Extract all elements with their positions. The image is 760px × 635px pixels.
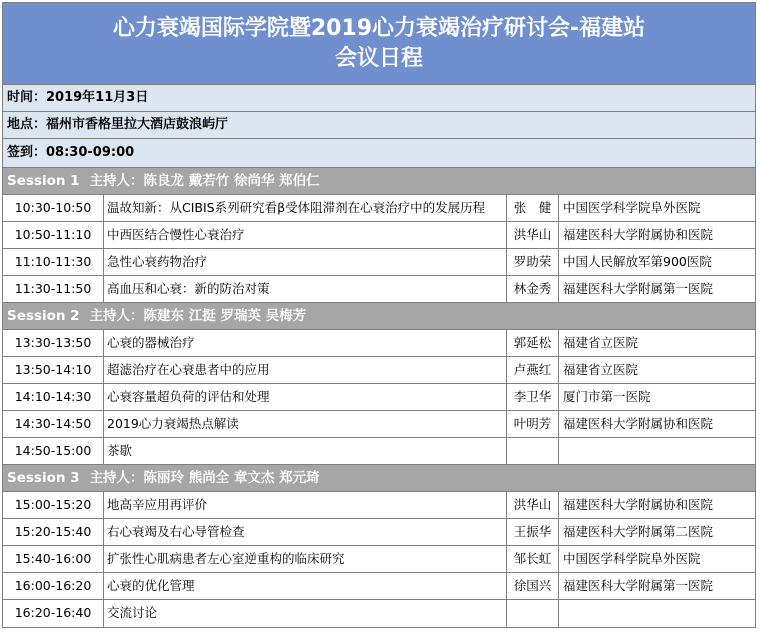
time-cell: 14:50-15:00 (3, 438, 104, 464)
table-row (3, 357, 755, 384)
session-hosts: 主持人：陈丽玲 熊尚全 章文杰 郑元琦 (89, 470, 320, 486)
table-row (3, 600, 755, 627)
table-row (3, 519, 755, 546)
time-cell: 15:40-16:00 (3, 546, 104, 572)
topic-cell: 扩张性心肌病患者左心室逆重构的临床研究 (104, 546, 507, 572)
organization-cell: 福建省立医院 (563, 335, 639, 350)
time-cell: 10:50-11:10 (3, 222, 104, 248)
table-row (3, 195, 755, 222)
speaker-cell: 郭延松 (507, 330, 559, 356)
speaker-cell (507, 600, 559, 627)
topic-cell: 心衰的优化管理 (104, 573, 507, 599)
session-hosts: 主持人：陈良龙 戴若竹 徐尚华 郑伯仁 (89, 173, 320, 189)
time-cell: 10:30-10:50 (3, 195, 104, 221)
session-header (3, 168, 755, 195)
info-checkin: 签到：08:30-09:00 (3, 139, 755, 168)
table-row (3, 573, 755, 600)
speaker-cell: 叶明芳 (507, 411, 559, 437)
organization-cell: 福建医科大学附属协和医院 (563, 416, 714, 431)
organization-cell: 福建医科大学附属第一医院 (563, 578, 714, 593)
organization-cell: 福建医科大学附属第一医院 (563, 281, 714, 296)
topic-cell: 心衰容量超负荷的评估和处理 (104, 384, 507, 410)
session-label: Session 1 (7, 173, 80, 189)
speaker-cell: 罗助荣 (507, 249, 559, 275)
topic-cell: 2019心力衰竭热点解读 (104, 411, 507, 437)
session-header (3, 465, 755, 492)
table-row (3, 384, 755, 411)
session-label: Session 2 (7, 308, 80, 324)
organization-cell: 福建医科大学附属协和医院 (563, 227, 714, 242)
table-row (3, 249, 755, 276)
page-title (3, 3, 755, 85)
organization-cell: 中国医学科学院阜外医院 (563, 200, 701, 215)
time-cell: 15:20-15:40 (3, 519, 104, 545)
speaker-cell: 邹长虹 (507, 546, 559, 572)
organization-cell (559, 600, 755, 627)
sessions-container (3, 168, 755, 627)
time-cell: 14:30-14:50 (3, 411, 104, 437)
speaker-cell: 洪华山 (507, 492, 559, 518)
speaker-cell: 徐国兴 (507, 573, 559, 599)
time-cell: 11:10-11:30 (3, 249, 104, 275)
speaker-cell: 洪华山 (507, 222, 559, 248)
organization-cell: 厦门市第一医院 (563, 389, 651, 404)
organization-cell: 福建医科大学附属第二医院 (563, 524, 714, 539)
table-row (3, 276, 755, 303)
title-line-2: 会议日程 (334, 46, 423, 71)
info-place: 地点：福州市香格里拉大酒店鼓浪屿厅 (3, 112, 755, 139)
topic-cell: 右心衰竭及右心导管检查 (104, 519, 507, 545)
time-cell: 16:00-16:20 (3, 573, 104, 599)
organization-cell: 中国医学科学院阜外医院 (563, 551, 701, 566)
speaker-cell: 卢燕红 (507, 357, 559, 383)
table-row (3, 411, 755, 438)
topic-cell: 地高辛应用再评价 (104, 492, 507, 518)
speaker-cell (507, 438, 559, 464)
time-cell: 13:50-14:10 (3, 357, 104, 383)
speaker-cell: 张 健 (507, 195, 559, 221)
time-cell: 16:20-16:40 (3, 600, 104, 627)
table-row (3, 546, 755, 573)
speaker-cell: 林金秀 (507, 276, 559, 302)
session-hosts: 主持人：陈建东 江挺 罗瑞英 吴梅芳 (89, 308, 307, 324)
topic-cell: 茶歇 (104, 438, 507, 464)
info-time: 时间：2019年11月3日 (3, 85, 755, 112)
time-cell: 14:10-14:30 (3, 384, 104, 410)
organization-cell: 中国人民解放军第900医院 (563, 254, 712, 269)
table-row (3, 222, 755, 249)
table-row (3, 330, 755, 357)
topic-cell: 高血压和心衰：新的防治对策 (104, 276, 507, 302)
session-header (3, 303, 755, 330)
speaker-cell: 李卫华 (507, 384, 559, 410)
organization-cell: 福建医科大学附属协和医院 (563, 497, 714, 512)
title-line-1: 心力衰竭国际学院暨2019心力衰竭治疗研讨会-福建站 (112, 16, 646, 41)
topic-cell: 超滤治疗在心衰患者中的应用 (104, 357, 507, 383)
organization-cell (559, 438, 755, 464)
session-label: Session 3 (7, 470, 80, 486)
topic-cell: 交流讨论 (104, 600, 507, 627)
time-cell: 11:30-11:50 (3, 276, 104, 302)
speaker-cell: 王振华 (507, 519, 559, 545)
topic-cell: 温故知新：从CIBIS系列研究看β受体阻滞剂在心衰治疗中的发展历程 (104, 195, 507, 221)
topic-cell: 中西医结合慢性心衰治疗 (104, 222, 507, 248)
time-cell: 15:00-15:20 (3, 492, 104, 518)
topic-cell: 心衰的器械治疗 (104, 330, 507, 356)
time-cell: 13:30-13:50 (3, 330, 104, 356)
organization-cell: 福建省立医院 (563, 362, 639, 377)
agenda-sheet (2, 2, 756, 628)
table-row (3, 492, 755, 519)
topic-cell: 急性心衰药物治疗 (104, 249, 507, 275)
table-row (3, 438, 755, 465)
